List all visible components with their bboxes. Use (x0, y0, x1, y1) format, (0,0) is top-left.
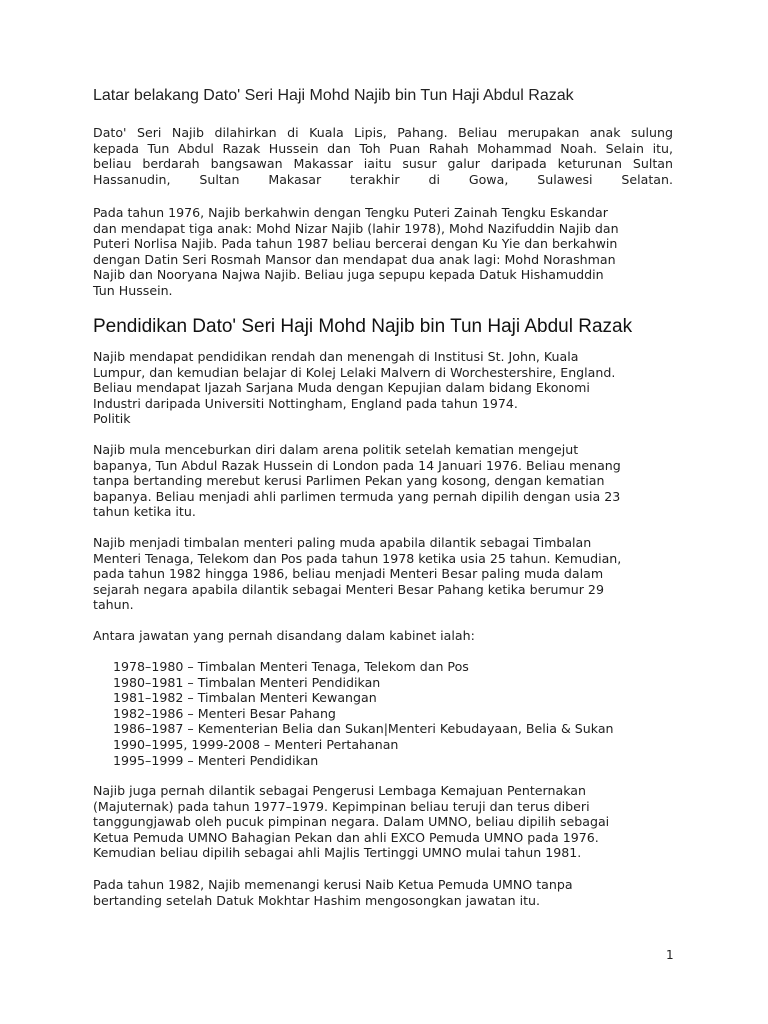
paragraph-line: pada tahun 1982 hingga 1986, beliau menjadi Menteri Besar paling muda dalam (93, 566, 604, 582)
subheading-politik: Politik (93, 411, 131, 427)
list-item: 1982–1986 – Menteri Besar Pahang (113, 705, 336, 721)
paragraph-line: Tun Hussein. (93, 282, 173, 298)
paragraph-line: Najib menjadi timbalan menteri paling muda apabila dilantik sebagai Timbalan (93, 535, 592, 550)
paragraph-majuternak (93, 783, 673, 861)
paragraph-line: tanpa bertanding merebut kerusi Parlimen Pekan yang kosong, dengan kematian (93, 473, 605, 489)
paragraph-line: Pada tahun 1982, Najib memenangi kerusi Naib Ketua Pemuda UMNO tanpa (93, 877, 573, 892)
page-number: 1 (666, 948, 674, 962)
paragraph-line: dan mendapat tiga anak: Mohd Nizar Najib (lahir 1978), Mohd Nazifuddin Najib dan (93, 220, 619, 236)
paragraph-line: tahun. (93, 597, 134, 613)
paragraph-line: Najib dan Nooryana Najwa Najib. Beliau juga sepupu kepada Datuk Hishamuddin (93, 267, 604, 283)
paragraph-line: Beliau mendapat Ijazah Sarjana Muda dengan Kepujian dalam bidang Ekonomi (93, 380, 590, 396)
paragraph-line: Najib juga pernah dilantik sebagai Pengerusi Lembaga Kemajuan Penternakan (93, 783, 586, 798)
paragraph-politics-start (93, 442, 673, 520)
paragraph-line: beliau berdarah bangsawan Makassar iaitu susur galur daripada keturunan Sultan (93, 156, 673, 172)
paragraph-line: dengan Datin Seri Rosmah Mansor dan mendapat dua anak lagi: Mohd Norashman (93, 251, 616, 267)
paragraph-line: Lumpur, dan kemudian belajar di Kolej Lelaki Malvern di Worchestershire, England. (93, 364, 616, 380)
paragraph-line: Najib mula menceburkan diri dalam arena politik setelah kematian mengejut (93, 442, 579, 457)
section-heading-education: Pendidikan Dato' Seri Haji Mohd Najib bin Tun Haji Abdul Razak (93, 316, 633, 337)
paragraph-cabinet-intro (93, 628, 673, 644)
paragraph-line: Puteri Norlisa Najib. Pada tahun 1987 beliau bercerai dengan Ku Yie dan berkahwin (93, 236, 618, 252)
paragraph-line: Najib mendapat pendidikan rendah dan menengah di Institusi St. John, Kuala (93, 349, 579, 364)
list-item: 1981–1982 – Timbalan Menteri Kewangan (113, 690, 377, 706)
list-item: 1990–1995, 1999-2008 – Menteri Pertahanan (113, 736, 399, 752)
section-heading-background: Latar belakang Dato' Seri Haji Mohd Najib bin Tun Haji Abdul Razak (93, 87, 574, 104)
paragraph-line: Pada tahun 1976, Najib berkahwin dengan Tengku Puteri Zainah Tengku Eskandar (93, 205, 608, 220)
paragraph-line: Dato' Seri Najib dilahirkan di Kuala Lipis, Pahang. Beliau merupakan anak sulung (93, 125, 673, 140)
paragraph-line: Kemudian beliau dipilih sebagai ahli Majlis Tertinggi UMNO mulai tahun 1981. (93, 845, 582, 861)
paragraph-line: tahun ketika itu. (93, 504, 196, 520)
list-item: 1978–1980 – Timbalan Menteri Tenaga, Telekom dan Pos (113, 659, 469, 674)
paragraph-line: Industri daripada Universiti Nottingham, England pada tahun 1974. (93, 395, 518, 411)
paragraph-line: Ketua Pemuda UMNO Bahagian Pekan dan ahli EXCO Pemuda UMNO pada 1976. (93, 829, 599, 845)
paragraph-line: Hassanudin, Sultan Makasar terakhir di Gowa, Sulawesi Selatan. (93, 171, 673, 187)
paragraph-birth (93, 125, 673, 187)
list-item: 1980–1981 – Timbalan Menteri Pendidikan (113, 674, 381, 690)
paragraph-line: Antara jawatan yang pernah disandang dalam kabinet ialah: (93, 628, 475, 643)
paragraph-line: bertanding setelah Datuk Mokhtar Hashim mengosongkan jawatan itu. (93, 892, 541, 908)
cabinet-positions-list (113, 659, 693, 768)
paragraph-education (93, 349, 673, 427)
paragraph-line: kepada Tun Abdul Razak Hussein dan Toh Puan Rahah Mohammad Noah. Selain itu, (93, 140, 673, 156)
paragraph-line: tanggungjawab oleh pucuk pimpinan negara. Dalam UMNO, beliau dipilih sebagai (93, 814, 610, 830)
list-item: 1986–1987 – Kementerian Belia dan Sukan|Menteri Kebudayaan, Belia & Sukan (113, 721, 614, 737)
paragraph-line: (Majuternak) pada tahun 1977–1979. Kepimpinan beliau teruji dan terus diberi (93, 798, 590, 814)
paragraph-line: sejarah negara apabila dilantik sebagai Menteri Besar Pahang ketika berumur 29 (93, 581, 604, 597)
paragraph-line: Menteri Tenaga, Telekom dan Pos pada tahun 1978 ketika usia 25 tahun. Kemudian, (93, 550, 622, 566)
paragraph-line: bapanya. Beliau menjadi ahli parlimen termuda yang pernah dipilih dengan usia 23 (93, 488, 621, 504)
list-item: 1995–1999 – Menteri Pendidikan (113, 752, 319, 768)
paragraph-deputy-minister (93, 535, 673, 613)
paragraph-umno-youth (93, 877, 673, 908)
paragraph-line: bapanya, Tun Abdul Razak Hussein di London pada 14 Januari 1976. Beliau menang (93, 457, 621, 473)
paragraph-family (93, 205, 673, 299)
